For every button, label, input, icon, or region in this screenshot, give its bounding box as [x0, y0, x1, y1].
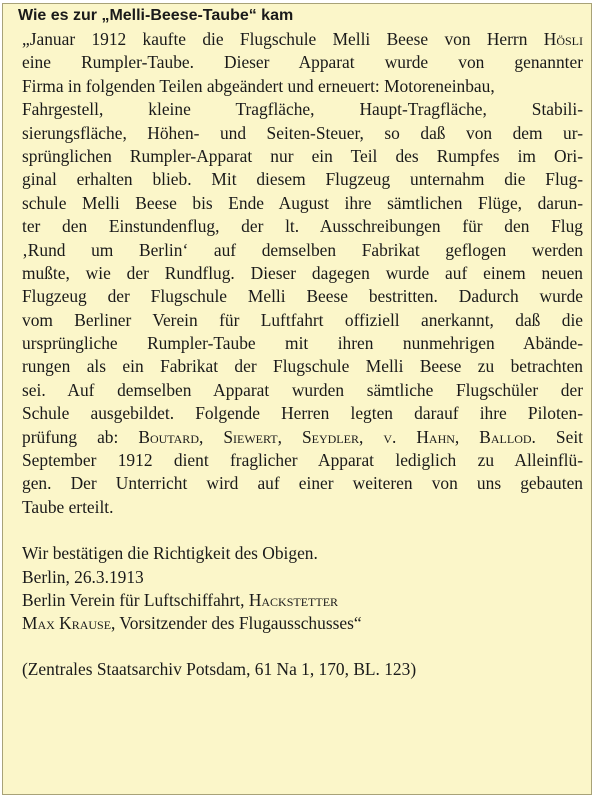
text-run: Berlin, 26.3.1913	[22, 566, 144, 587]
small-caps-name: Hackstetter	[248, 589, 339, 610]
body-line	[22, 192, 583, 215]
text-run: ursprüngliche Rumpler-Taube mit ihren nunmehrigen Abände-	[22, 333, 583, 354]
text-run: mußte, wie der Rundflug. Dieser dagegen wurde auf einem neuen	[22, 262, 583, 283]
body-line	[22, 28, 583, 51]
closing-line	[22, 612, 583, 635]
body-line	[22, 98, 583, 121]
text-run: sprünglichen Rumpler-Apparat nur ein Teil des Rumpfes im Ori-	[22, 145, 583, 166]
text-run: ter den Einstundenflug, der lt. Ausschreibungen für den Flug	[22, 216, 583, 237]
text-run: sei. Auf demselben Apparat wurden sämtliche Flugschüler der	[22, 379, 583, 400]
text-run: September 1912 dient fraglicher Apparat lediglich zu Alleinflü-	[22, 450, 583, 471]
body-line	[22, 168, 583, 191]
body-line	[22, 122, 583, 145]
source-citation: (Zentrales Staatsarchiv Potsdam, 61 Na 1, 170, BL. 123)	[22, 658, 417, 679]
text-run: ginal erhalten blieb. Mit diesem Flugzeug unternahm die Flug-	[22, 169, 583, 190]
body-line	[22, 309, 583, 332]
small-caps-name: Hösli	[543, 29, 583, 49]
closing-line	[22, 589, 583, 612]
document-panel	[2, 3, 592, 795]
text-run: Wir bestätigen die Richtigkeit des Obigen.	[22, 543, 318, 564]
document-heading: Wie es zur „Melli-Beese-Taube“ kam	[18, 7, 294, 24]
body-line	[22, 355, 583, 378]
body-line	[22, 215, 583, 238]
body-line	[22, 402, 583, 425]
text-run: Berlin Verein für Luftschiffahrt,	[22, 589, 249, 610]
text-run: Fahrgestell, kleine Tragfläche, Haupt-Tragfläche, Stabili-	[22, 99, 583, 120]
body-line	[22, 285, 583, 308]
text-run: Firma in folgenden Teilen abgeändert und erneuert: Motoreneinbau,	[22, 75, 495, 96]
small-caps-name: Boutard, Siewert, Seydler, v. Hahn, Ballod.	[138, 426, 536, 447]
paragraph-gap	[22, 636, 583, 658]
text-run: eine Rumpler-Taube. Dieser Apparat wurde von genannter	[22, 52, 583, 73]
paragraph-gap	[22, 519, 583, 542]
text-run: schule Melli Beese bis Ende August ihre sämtlichen Flüge, darun-	[22, 192, 583, 213]
small-caps-name: Max Krause,	[22, 613, 116, 634]
text-run: vom Berliner Verein für Luftfahrt offiziell anerkannt, daß die	[22, 309, 583, 330]
body-line	[22, 145, 583, 168]
text-run: „Januar 1912 kaufte die Flugschule Melli Beese von Herrn	[22, 29, 544, 49]
body-line	[22, 75, 583, 98]
text-run: Flugzeug der Flugschule Melli Beese bestritten. Dadurch wurde	[22, 286, 583, 307]
body-line	[22, 379, 583, 402]
text-run: gen. Der Unterricht wird auf einer weiteren von uns gebauten	[22, 473, 583, 494]
text-run: prüfung ab:	[22, 426, 139, 447]
text-run: sierungsfläche, Höhen- und Seiten-Steuer, so daß von dem ur-	[22, 122, 583, 143]
text-run: rungen als ein Fabrikat der Flugschule Melli Beese zu betrachten	[22, 356, 583, 377]
text-run: Schule ausgebildet. Folgende Herren legten darauf ihre Piloten-	[22, 403, 583, 424]
closing-line	[22, 566, 583, 589]
body-line	[22, 239, 583, 262]
closing-paragraph	[22, 542, 583, 636]
text-run: Vorsitzender des Flugausschusses“	[115, 613, 362, 634]
body-paragraph	[22, 28, 583, 519]
text-run: ‚Rund um Berlin‘ auf demselben Fabrikat geflogen werden	[22, 239, 583, 260]
body-line	[22, 496, 583, 519]
body-line	[22, 332, 583, 355]
body-line	[22, 426, 583, 449]
body-line	[22, 51, 583, 74]
closing-line	[22, 542, 583, 565]
body-line	[22, 449, 583, 472]
body-line	[22, 262, 583, 285]
body-line	[22, 472, 583, 495]
text-run: Seit	[535, 426, 583, 447]
text-run: Taube erteilt.	[22, 496, 114, 517]
